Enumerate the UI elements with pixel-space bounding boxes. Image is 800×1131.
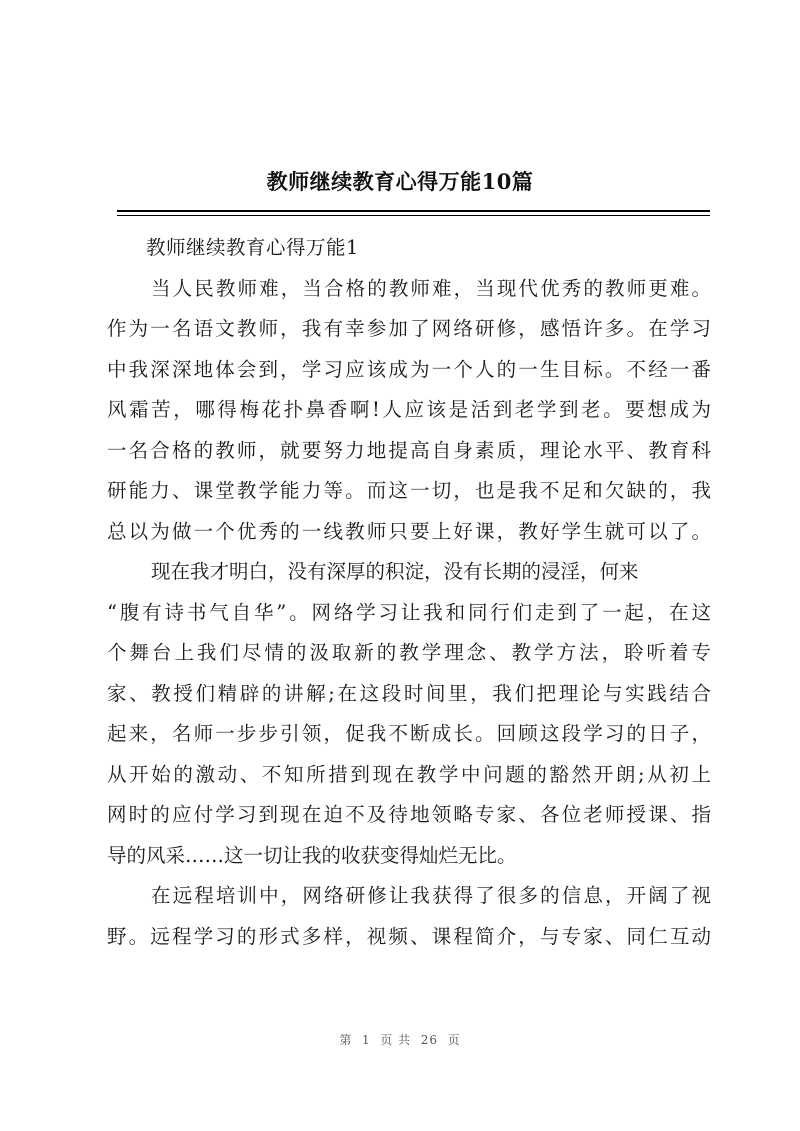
page-number-footer: 第 1 页 共 26 页 — [339, 1033, 461, 1047]
text-line: 家、教授们精辟的讲解;在这段时间里，我们把理论与实践结合 — [107, 681, 711, 705]
text-line: 现在我才明白，没有深厚的积淀，没有长期的浸淫，何来 — [151, 560, 639, 583]
section-heading: 教师继续教育心得万能1 — [146, 236, 359, 259]
text-line: 中我深深地体会到，学习应该成为一个人的一生目标。不经一番 — [107, 357, 711, 381]
text-line: 起来，名师一步步引领，促我不断成长。回顾这段学习的日子， — [107, 722, 711, 745]
document-title: 教师继续教育心得万能10篇 — [266, 169, 534, 194]
text-line: 研能力、课堂教学能力等。而这一切，也是我不足和欠缺的，我 — [107, 479, 711, 502]
text-line: 网时的应付学习到现在迫不及待地领略专家、各位老师授课、指 — [107, 803, 711, 826]
document-body — [107, 228, 711, 957]
title-divider-thick — [117, 210, 710, 212]
text-line: 导的风采……这一切让我的收获变得灿烂无比。 — [107, 843, 517, 867]
text-line: 从开始的激动、不知所措到现在教学中问题的豁然开朗;从初上 — [107, 762, 711, 786]
text-line: 作为一名语文教师，我有幸参加了网络研修，感悟许多。在学习 — [107, 317, 711, 340]
text-line: 当人民教师难，当合格的教师难，当现代优秀的教师更难。 — [151, 276, 711, 300]
text-line: 一名合格的教师，就要努力地提高自身素质，理论水平、教育科 — [107, 438, 711, 462]
text-line: 野。远程学习的形式多样，视频、课程简介，与专家、同仁互动 — [107, 924, 711, 948]
title-divider-thin — [117, 215, 710, 216]
text-line: 在远程培训中，网络研修让我获得了很多的信息，开阔了视 — [151, 884, 711, 907]
text-line: “腹有诗书气自华”。网络学习让我和同行们走到了一起，在这 — [107, 600, 711, 624]
text-line: 风霜苦，哪得梅花扑鼻香啊!人应该是活到老学到老。要想成为 — [107, 398, 711, 421]
text-line: 总以为做一个优秀的一线教师只要上好课，教好学生就可以了。 — [107, 519, 711, 543]
text-line: 个舞台上我们尽情的汲取新的教学理念、教学方法，聆听着专 — [107, 641, 711, 664]
